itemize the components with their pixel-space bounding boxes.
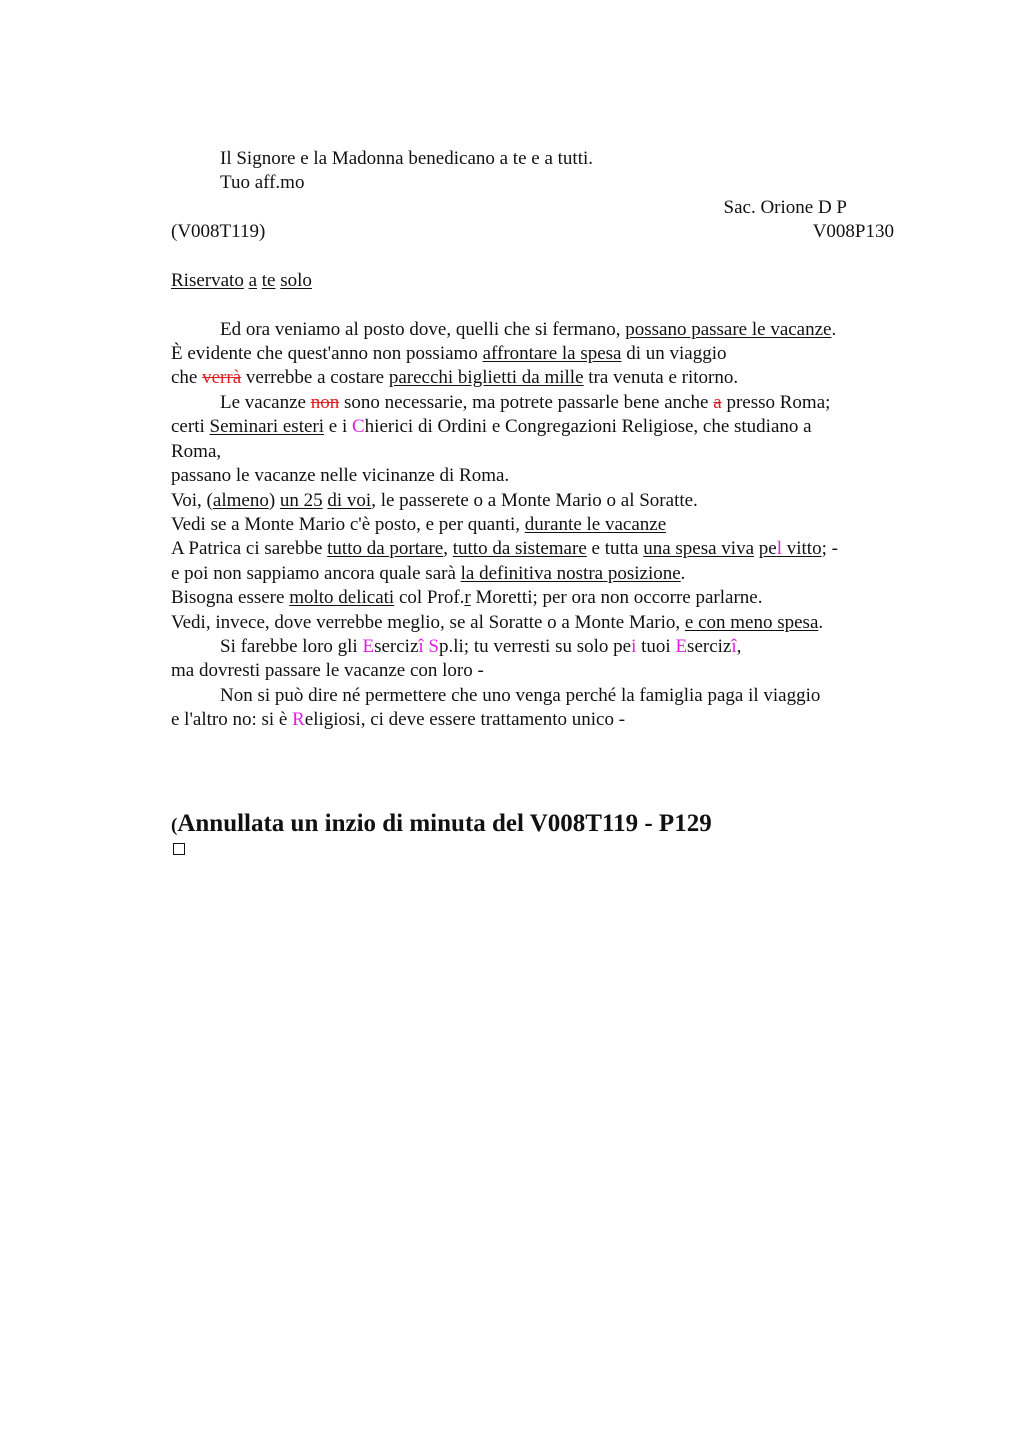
signature: Sac. Orione D P [723, 197, 847, 218]
text-line: e poi non sappiamo ancora quale sarà la definitiva nostra posizione. [171, 563, 686, 584]
text-line: Non si può dire né permettere che uno venga perché la famiglia paga il viaggio [220, 685, 821, 706]
heading-word: a [248, 270, 258, 291]
annulled-draft-title: (Annullata un inzio di minuta del V008T119 - P129 [171, 810, 712, 837]
text-line: Vedi, invece, dove verrebbe meglio, se al Soratte o a Monte Mario, e con meno spesa. [171, 612, 824, 633]
text-line: passano le vacanze nelle vicinanze di Roma. [171, 465, 510, 486]
deleted-word: non [310, 392, 340, 413]
affectionate-line: Tuo aff.mo [220, 172, 305, 193]
blessing-line: Il Signore e la Madonna benedicano a te e a tutti. [220, 148, 594, 169]
text-line: che verrà verrebbe a costare parecchi biglietti da mille tra venuta e ritorno. [171, 367, 739, 388]
text-line: Ed ora veniamo al posto dove, quelli che si fermano, possano passare le vacanze. [220, 319, 837, 340]
corrected-letter: î [731, 636, 737, 657]
reserved-heading [171, 269, 312, 293]
corrected-letter: R [292, 709, 305, 730]
text-line: Voi, (almeno) un 25 di voi, le passerete o a Monte Mario o al Soratte. [171, 490, 698, 511]
text-line: Si farebbe loro gli Esercizî Sp.li; tu verresti su solo pei tuoi Esercizî, [220, 636, 742, 657]
text-line: ma dovresti passare le vacanze con loro - [171, 660, 484, 681]
reference-right: V008P130 [812, 221, 894, 242]
corrected-letter: C [351, 416, 365, 437]
text-line: Bisogna essere molto delicati col Prof.r Moretti; per ora non occorre parlarne. [171, 587, 763, 608]
heading-word: te [261, 270, 276, 291]
text-line: certi Seminari esteri e i Chierici di Ordini e Congregazioni Religiose, che studiano a [171, 416, 812, 437]
deleted-word: a [713, 392, 722, 413]
text-line: Le vacanze non sono necessarie, ma potrete passarle bene anche a presso Roma; [220, 392, 831, 413]
text-line: È evidente che quest'anno non possiamo affrontare la spesa di un viaggio [171, 343, 727, 364]
text-line: Vedi se a Monte Mario c'è posto, e per quanti, durante le vacanze [171, 514, 667, 535]
text-line: A Patrica ci sarebbe tutto da portare, tutto da sistemare e tutta una spesa viva pel vitto; - [171, 538, 838, 559]
corrected-letter: l [776, 538, 782, 559]
corrected-letter: E [362, 636, 375, 657]
reference-left: (V008T119) [171, 221, 266, 242]
empty-checkbox-glyph [173, 843, 185, 855]
text-line: e l'altro no: si è Religiosi, ci deve essere trattamento unico - [171, 709, 626, 730]
corrected-letter: S [428, 636, 439, 657]
heading-word: Riservato [171, 270, 244, 291]
heading-word: solo [280, 270, 312, 291]
corrected-letter: E [675, 636, 688, 657]
deleted-word: verrà [202, 367, 242, 388]
corrected-letter: i [631, 636, 637, 657]
corrected-letter: î [418, 636, 424, 657]
text-line: Roma, [171, 441, 222, 462]
